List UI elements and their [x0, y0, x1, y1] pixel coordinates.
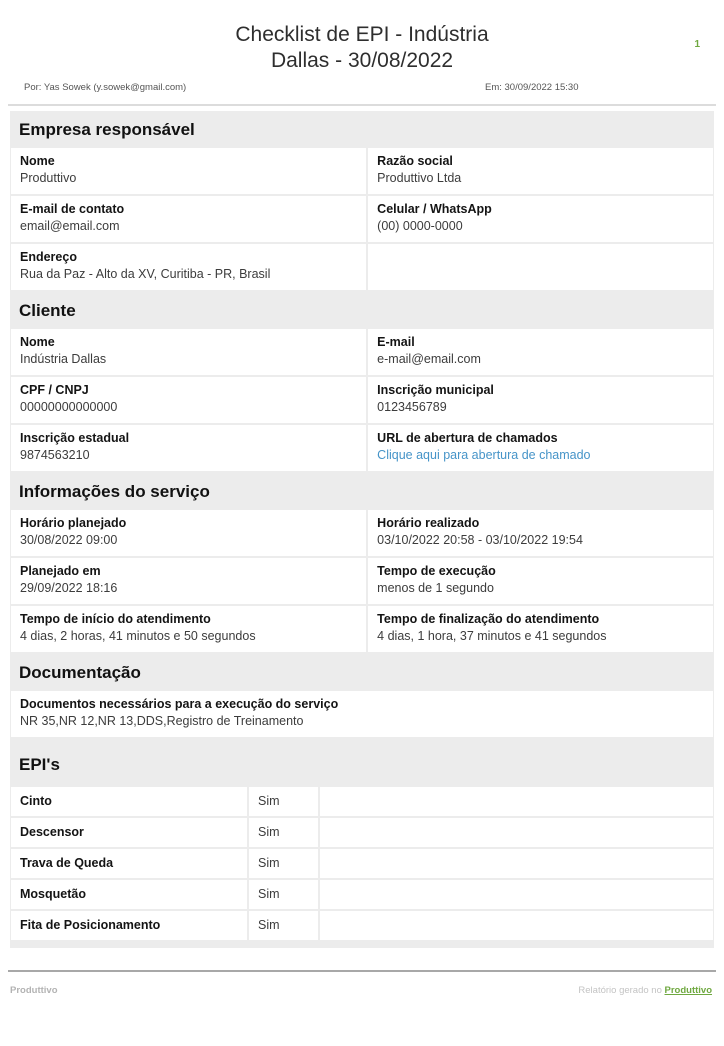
field-cliente-inscricao-municipal	[368, 377, 713, 423]
empty-cell	[320, 818, 713, 847]
field-value: 4 dias, 2 horas, 41 minutos e 50 segundos	[20, 629, 256, 643]
section-title-epis: EPI's	[19, 755, 60, 774]
epis-table	[10, 787, 714, 940]
field-label: CPF / CNPJ	[20, 383, 89, 397]
field-empresa-endereco	[11, 244, 366, 290]
produttivo-link[interactable]: Produttivo	[664, 985, 712, 996]
epi-item-answer: Sim	[249, 818, 318, 847]
field-value: NR 35,NR 12,NR 13,DDS,Registro de Treinamento	[20, 714, 304, 728]
section-title-documentacao: Documentação	[19, 663, 141, 682]
empty-cell	[368, 244, 713, 290]
field-value: Indústria Dallas	[20, 352, 107, 366]
footer-generated-prefix: Relatório gerado no	[578, 985, 662, 996]
field-value: 4 dias, 1 hora, 37 minutos e 41 segundos	[377, 629, 607, 643]
empty-cell	[320, 911, 713, 940]
epi-item-name: Mosquetão	[11, 880, 247, 909]
field-cliente-nome	[11, 329, 366, 375]
field-value: Produttivo Ltda	[377, 171, 462, 185]
field-empresa-nome	[11, 148, 366, 194]
footer-brand: Produttivo	[10, 985, 58, 996]
field-label: Inscrição municipal	[377, 383, 494, 397]
field-empresa-celular	[368, 196, 713, 242]
field-value: e-mail@email.com	[377, 352, 481, 366]
field-documentos-necessarios	[11, 691, 713, 737]
field-cliente-cpf-cnpj	[11, 377, 366, 423]
section-title-cliente: Cliente	[19, 301, 76, 320]
footer	[0, 972, 724, 996]
field-horario-realizado	[368, 510, 713, 556]
field-label: Nome	[20, 335, 55, 349]
field-label: Razão social	[377, 154, 453, 168]
field-cliente-url-chamados	[368, 425, 713, 471]
field-label: E-mail de contato	[20, 202, 125, 216]
epi-item-name: Fita de Posicionamento	[11, 911, 247, 940]
empty-cell	[320, 849, 713, 878]
field-label: Endereço	[20, 250, 77, 264]
epi-item-answer: Sim	[249, 880, 318, 909]
field-value: 29/09/2022 18:16	[20, 581, 118, 595]
documentacao-table	[10, 691, 714, 737]
field-value	[377, 447, 704, 464]
field-label: Horário planejado	[20, 516, 127, 530]
field-tempo-finalizacao	[368, 606, 713, 652]
field-label: Celular / WhatsApp	[377, 202, 492, 216]
field-cliente-inscricao-estadual	[11, 425, 366, 471]
field-tempo-execucao	[368, 558, 713, 604]
epi-item-answer: Sim	[249, 849, 318, 878]
page-title-line1: Checklist de EPI - Indústria	[235, 23, 489, 46]
report-author: Por: Yas Sowek (y.sowek@gmail.com)	[24, 82, 187, 93]
field-value: menos de 1 segundo	[377, 581, 494, 595]
empty-cell	[320, 880, 713, 909]
field-empresa-razao-social	[368, 148, 713, 194]
footer-generated-note	[578, 985, 712, 996]
section-title-empresa: Empresa responsável	[19, 120, 195, 139]
field-label: Horário realizado	[377, 516, 480, 530]
field-tempo-inicio	[11, 606, 366, 652]
field-label: E-mail	[377, 335, 415, 349]
epi-item-name: Cinto	[11, 787, 247, 816]
field-value: 00000000000000	[20, 400, 118, 414]
servico-table	[10, 510, 714, 652]
field-label: Tempo de finalização do atendimento	[377, 612, 600, 626]
field-value: (00) 0000-0000	[377, 219, 463, 233]
field-value: Produttivo	[20, 171, 77, 185]
epi-item-answer: Sim	[249, 787, 318, 816]
field-label: Planejado em	[20, 564, 101, 578]
epi-item-name: Trava de Queda	[11, 849, 247, 878]
page-title	[60, 22, 664, 74]
field-value: 0123456789	[377, 400, 447, 414]
field-label: Tempo de início do atendimento	[20, 612, 211, 626]
report-meta	[0, 82, 724, 96]
field-label: Documentos necessários para a execução do serviço	[20, 697, 339, 711]
page-number: 1	[694, 39, 700, 50]
page-title-line2: Dallas - 30/08/2022	[270, 49, 454, 72]
field-horario-planejado	[11, 510, 366, 556]
open-ticket-link[interactable]: Clique aqui para abertura de chamado	[377, 448, 591, 462]
field-label: Nome	[20, 154, 55, 168]
empresa-table	[10, 148, 714, 290]
header-divider	[8, 104, 716, 106]
section-title-servico: Informações do serviço	[19, 482, 210, 501]
field-value: Rua da Paz - Alto da XV, Curitiba - PR, Brasil	[20, 267, 271, 281]
field-planejado-em	[11, 558, 366, 604]
report-generated-at: Em: 30/09/2022 15:30	[485, 82, 579, 93]
epi-item-answer: Sim	[249, 911, 318, 940]
epi-item-name: Descensor	[11, 818, 247, 847]
field-value: 03/10/2022 20:58 - 03/10/2022 19:54	[377, 533, 583, 547]
field-empresa-email	[11, 196, 366, 242]
field-value: 30/08/2022 09:00	[20, 533, 118, 547]
field-label: URL de abertura de chamados	[377, 431, 558, 445]
field-value: 9874563210	[20, 448, 90, 462]
field-cliente-email	[368, 329, 713, 375]
empty-cell	[320, 787, 713, 816]
field-label: Inscrição estadual	[20, 431, 130, 445]
field-value: email@email.com	[20, 219, 120, 233]
field-label: Tempo de execução	[377, 564, 496, 578]
cliente-table	[10, 329, 714, 471]
report-body	[10, 111, 714, 948]
